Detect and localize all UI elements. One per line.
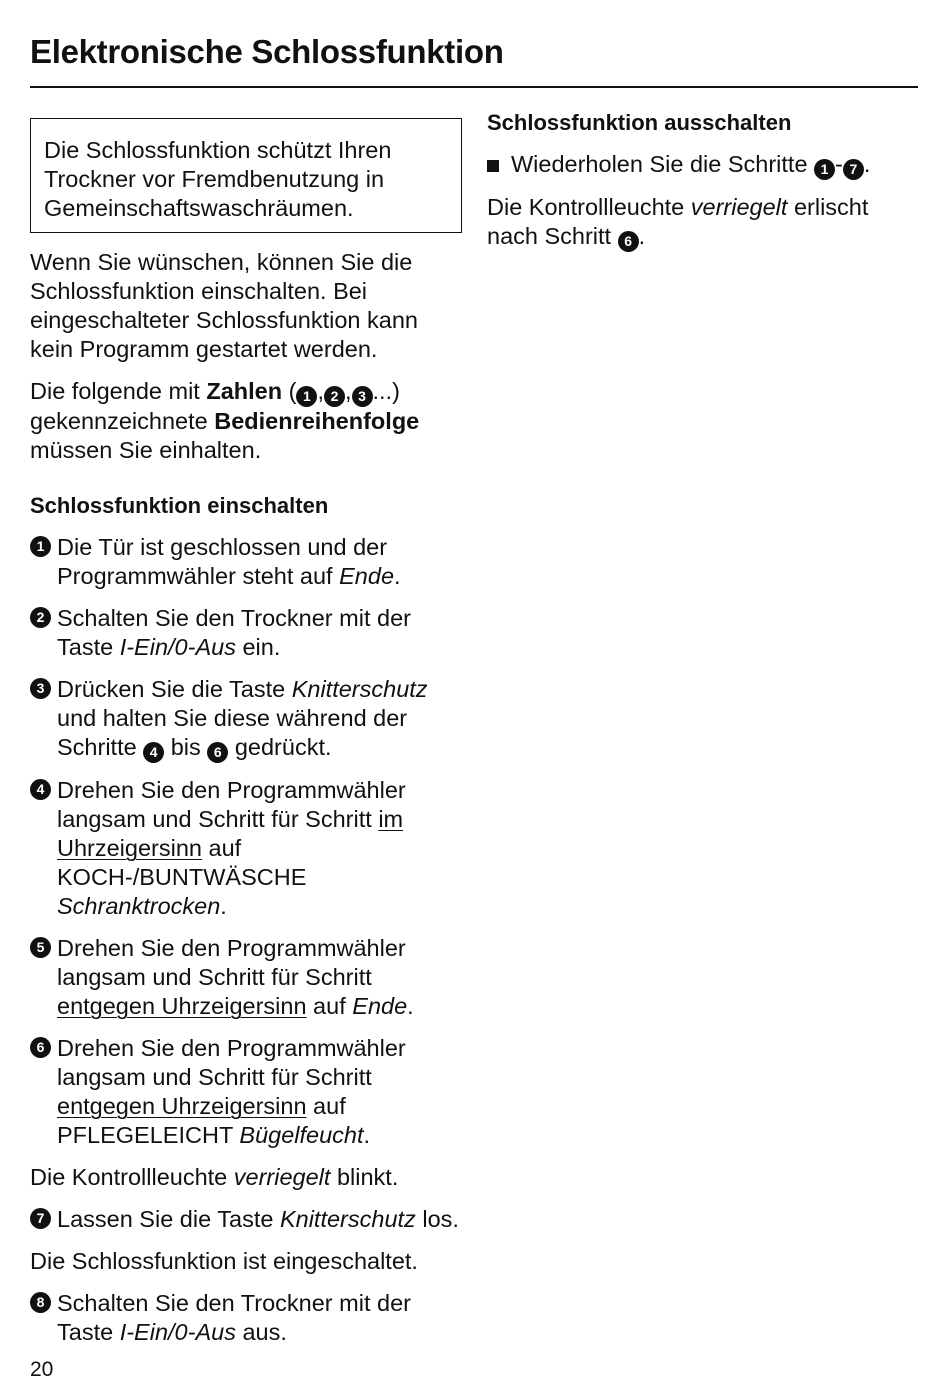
intro-paragraph: Wenn Sie wünschen, können Sie die Schlossfunktion einschalten. Bei eingeschalteter Schlossfunktion kann kein Programm gestartet werden. [30,249,418,362]
step-text: Drehen Sie den Programmwähler langsam und Schritt für Schritt im Uhrzeigersinn auf KOCH-/BUNTWÄSCHE Schranktrocken. [57,777,406,919]
step-number-icon: 5 [30,937,51,958]
left-column [30,118,462,1360]
step-number-icon: 2 [324,386,345,407]
bullet-item [487,150,917,180]
page-number: 20 [30,1358,54,1381]
step-text: Lassen Sie die Taste Knitterschutz los. [57,1206,459,1232]
right-column [487,110,917,265]
step-5 [30,934,462,1021]
step-7 [30,1205,462,1234]
title-rule [30,86,918,88]
step-text: Drehen Sie den Programmwähler langsam und Schritt für Schritt entgegen Uhrzeigersinn auf PFLEGELEICHT Bügelfeucht. [57,1035,406,1148]
status-paragraph: Die Schlossfunktion ist eingeschaltet. [30,1248,418,1274]
square-bullet-icon [487,160,499,172]
step-number-icon: 2 [30,607,51,628]
step-number-icon: 6 [207,742,228,763]
step-number-icon: 3 [352,386,373,407]
step-number-icon: 8 [30,1292,51,1313]
ausschalten-heading: Schlossfunktion ausschalten [487,110,792,135]
blink-paragraph: Die Kontrollleuchte verriegelt blinkt. [30,1164,399,1190]
step-number-icon: 6 [618,231,639,252]
note-box: Die Schlossfunktion schützt Ihren Trockner vor Fremdbenutzung in Gemeinschaftswaschräumen. [30,118,462,233]
step-8 [30,1289,462,1347]
step-2 [30,604,462,662]
step-number-icon: 7 [843,159,864,180]
step-number-icon: 1 [30,536,51,557]
step-text: Drehen Sie den Programmwähler langsam und Schritt für Schritt entgegen Uhrzeigersinn auf Ende. [57,935,414,1019]
bedienreihenfolge-bold: Bedienreihenfolge [214,408,420,434]
step-3 [30,675,462,763]
step-number-icon: 1 [814,159,835,180]
step-text: Drücken Sie die Taste Knitterschutz und halten Sie diese während der Schritte 4 bis 6 gedrückt. [57,675,462,763]
zahlen-bold: Zahlen [206,378,283,404]
step-number-icon: 4 [30,779,51,800]
step-6 [30,1034,462,1150]
einschalten-heading: Schlossfunktion einschalten [30,493,329,518]
page-title: Elektronische Schlossfunktion [30,33,504,70]
step-number-icon: 4 [143,742,164,763]
bullet-text: Wiederholen Sie die Schritte 1 - 7 . [511,150,870,180]
step-text: Schalten Sie den Trockner mit der Taste I-Ein/0-Aus ein. [57,605,411,660]
step-number-icon: 1 [296,386,317,407]
order-paragraph: Die folgende mit Zahlen ( 1 , 2 , 3 ...) gekennzeichnete Bedienreihenfolge müssen Sie einhalten. [30,378,420,463]
step-text: Die Tür ist geschlossen und der Programmwähler steht auf Ende. [57,534,401,589]
step-number-icon: 3 [30,678,51,699]
step-number-icon: 6 [30,1037,51,1058]
step-number-icon: 7 [30,1208,51,1229]
info-paragraph: Die Kontrollleuchte verriegelt erlischt nach Schritt 6 . [487,193,917,252]
step-1 [30,533,462,591]
step-text: Schalten Sie den Trockner mit der Taste I-Ein/0-Aus aus. [57,1290,411,1345]
step-4 [30,776,462,921]
